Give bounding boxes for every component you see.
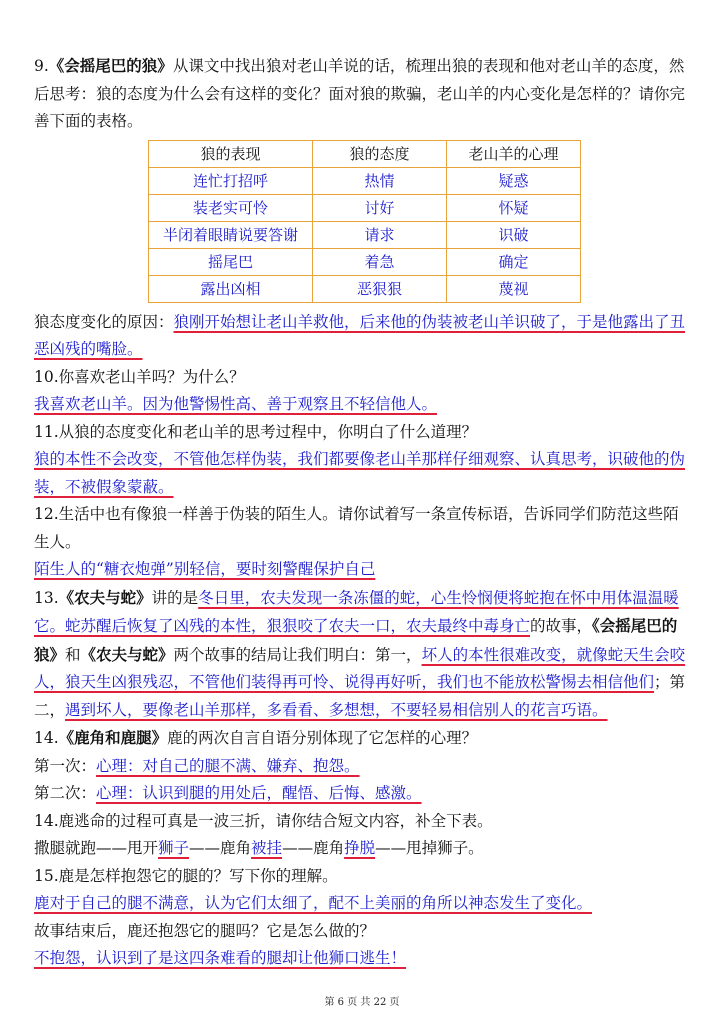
table-cell: 请求 <box>313 221 447 248</box>
table-cell: 连忙打招呼 <box>149 167 313 194</box>
answer-15 <box>34 890 694 918</box>
answer-14b: 撒腿就跑——甩开狮子——鹿角被挂——鹿角挣脱——甩掉狮子。 <box>34 839 484 857</box>
story-title: 《农夫与蛇》 <box>80 644 174 664</box>
table-cell: 讨好 <box>313 194 447 221</box>
question-11: 11.从狼的态度变化和老山羊的思考过程中，你明白了什么道理？ <box>34 422 478 441</box>
answer-text: 遇到坏人，要像老山羊那样，多看看、多想想，不要轻易相信别人的花言巧语。 <box>65 700 608 719</box>
answer-12 <box>34 556 694 584</box>
answer-text: 狮子 <box>158 839 190 857</box>
table-cell: 蔑视 <box>447 275 581 302</box>
table-row <box>149 248 581 275</box>
answer-text: 狼的本性不会改变，不管他怎样伪装，我们都要像老山羊那样仔细观察、认真思考，识破他的伪装，不被假象蒙蔽。 <box>34 450 686 496</box>
answer-text: 心理：认识到腿的用处后，醒悟、后悔、感激。 <box>96 784 422 802</box>
answer-text: 不抱怨，认识到了是这四条难看的腿却让他狮口逃生！ <box>34 949 407 967</box>
answer-text: 冬日里，农夫发现一条冻僵的蛇，心生怜悯便将蛇抱在怀中用体温温暖它。蛇苏醒后恢复了凶残的本性，狠狠咬了农夫一口，农夫最终中毒身亡 <box>34 588 679 635</box>
answer-text: 我喜欢老山羊。因为他警惕性高、善于观察且不轻信他人。 <box>34 395 438 413</box>
table-cell: 识破 <box>447 221 581 248</box>
reason-line: 狼态度变化的原因：狼刚开始想让老山羊救他，后来他的伪装被老山羊识破了，于是他露出了丑恶凶残的嘴脸。 <box>34 312 686 358</box>
answer-text: 被挂 <box>251 839 283 857</box>
table-cell: 恶狠狠 <box>313 275 447 302</box>
question-10: 10.你喜欢老山羊吗？为什么？ <box>34 367 245 386</box>
question-14a: 14.《鹿角和鹿腿》鹿的两次自言自语分别体现了它怎样的心理？ <box>34 728 478 747</box>
table-header: 狼的态度 <box>313 140 447 167</box>
answer-text: 狼刚开始想让老山羊救他，后来他的伪装被老山羊识破了，于是他露出了丑恶凶残的嘴脸。 <box>34 312 686 358</box>
question-15b: 故事结束后，鹿还抱怨它的腿吗？它是怎么做的？ <box>34 921 376 940</box>
answer-text: 挣脱 <box>344 839 376 857</box>
answer-15b <box>34 945 694 973</box>
table-header: 老山羊的心理 <box>447 140 581 167</box>
document-page <box>34 52 694 973</box>
table-cell: 摇尾巴 <box>149 248 313 275</box>
table-header-row <box>149 140 581 167</box>
story-title: 《鹿角和鹿腿》 <box>58 728 168 747</box>
question-14b: 14.鹿逃命的过程可真是一波三折，请你结合短文内容，补全下表。 <box>34 811 493 830</box>
answer-14a-first: 第一次：心理：对自己的腿不满、嫌弃、抱怨。 <box>34 756 360 775</box>
table-header: 狼的表现 <box>149 140 313 167</box>
answer-text: 陌生人的“糖衣炮弹”别轻信，要时刻警醒保护自己 <box>34 560 376 578</box>
table-row <box>149 221 581 248</box>
table-cell: 半闭着眼睛说要答谢 <box>149 221 313 248</box>
answer-text: 鹿对于自己的腿不满意，认为它们太细了，配不上美丽的角所以神态发生了变化。 <box>34 894 593 912</box>
question-13: 13.《农夫与蛇》讲的是冬日里，农夫发现一条冻僵的蛇，心生怜悯便将蛇抱在怀中用体温温暖它。蛇苏醒后恢复了凶残的本性，狠狠咬了农夫一口，农夫最终中毒身亡的故事，《会摇尾巴的狼》和《农夫与蛇》两个故事的结局让我们明白：第一，坏人的本性很难改变，就像蛇天生会咬人，狼天生凶狠残忍，不管他们装得再可怜、说得再好听，我们也不能放松警惕去相信他们；第二，遇到坏人，要像老山羊那样，多看看、多想想，不要轻易相信别人的花言巧语。 <box>34 587 686 719</box>
question-12: 12.生活中也有像狼一样善于伪装的陌生人。请你试着写一条宣传标语，告诉同学们防范这些陌生人。 <box>34 505 679 551</box>
table-row <box>149 194 581 221</box>
table-cell: 装老实可怜 <box>149 194 313 221</box>
table-row <box>149 167 581 194</box>
wolf-attitude-table <box>148 140 581 303</box>
answer-14a-second: 第二次：心理：认识到腿的用处后，醒悟、后悔、感激。 <box>34 784 422 802</box>
table-cell: 露出凶相 <box>149 275 313 302</box>
table-cell: 着急 <box>313 248 447 275</box>
table-cell: 确定 <box>447 248 581 275</box>
story-title: 《农夫与蛇》 <box>58 587 152 607</box>
story-title: 《会摇尾巴的狼》 <box>48 56 173 75</box>
story-title: 《会摇尾巴的狼》 <box>34 616 678 664</box>
table-row <box>149 275 581 302</box>
question-15: 15.鹿是怎样抱怨它的腿的？写下你的理解。 <box>34 866 338 885</box>
answer-10 <box>34 391 694 419</box>
answer-11 <box>34 446 694 501</box>
table-cell: 疑惑 <box>447 167 581 194</box>
page-footer: 第 6 页 共 22 页 <box>324 997 400 1008</box>
table-cell: 热情 <box>313 167 447 194</box>
answer-text: 坏人的本性很难改变，就像蛇天生会咬人，狼天生凶狠残忍，不管他们装得再可怜、说得再好听，我们也不能放松警惕去相信他们 <box>34 645 686 691</box>
question-9: 9.《会摇尾巴的狼》从课文中找出狼对老山羊说的话，梳理出狼的表现和他对老山羊的态度，然后思考：狼的态度为什么会有这样的变化？面对狼的欺骗，老山羊的内心变化是怎样的？请你完善下面的表格。 <box>34 56 686 130</box>
answer-text: 心理：对自己的腿不满、嫌弃、抱怨。 <box>96 756 360 775</box>
table-cell: 怀疑 <box>447 194 581 221</box>
